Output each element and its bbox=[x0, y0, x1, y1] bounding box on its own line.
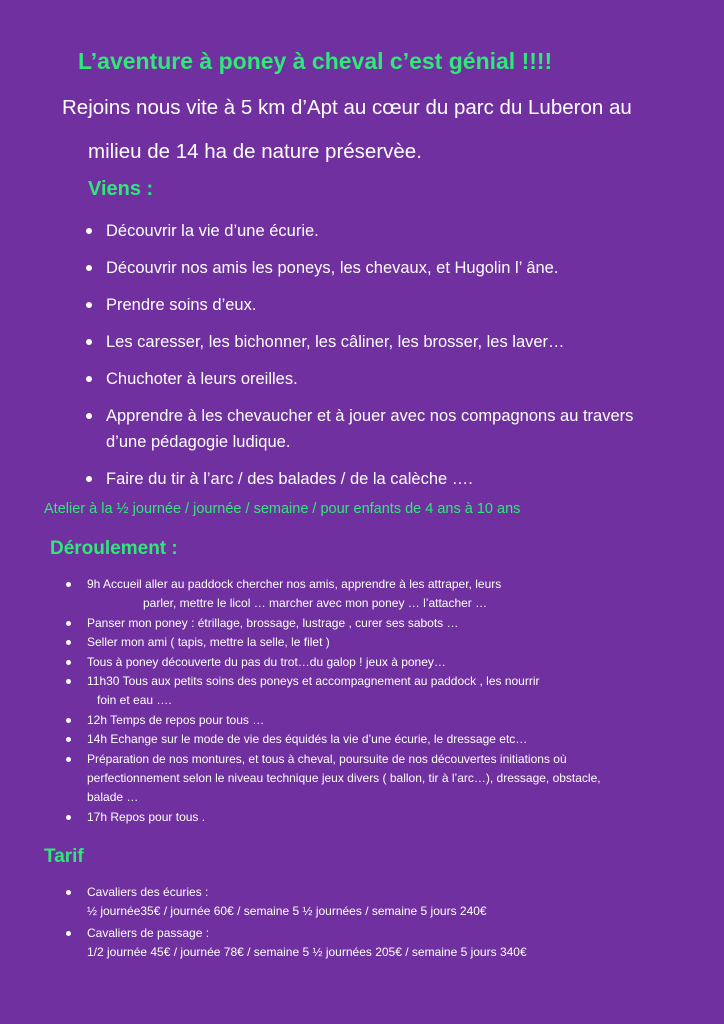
tarif-item-prices: 1/2 journée 45€ / journée 78€ / semaine 5 ½ journées 205€ / semaine 5 jours 340€ bbox=[87, 945, 527, 960]
deroulement-item-text: 17h Repos pour tous . bbox=[87, 809, 206, 824]
deroulement-item-text: 11h30 Tous aux petits soins des poneys et accompagnement au paddock , les nourrir bbox=[87, 674, 540, 689]
viens-item-text: Faire du tir à l’arc / des balades / de la calèche …. bbox=[106, 470, 473, 488]
viens-item bbox=[86, 403, 633, 455]
deroulement-item-text: Tous à poney découverte du pas du trot…du galop ! jeux à poney… bbox=[87, 654, 446, 669]
viens-item bbox=[86, 466, 633, 492]
deroulement-item bbox=[66, 730, 601, 749]
deroulement-item bbox=[66, 633, 601, 652]
deroulement-item bbox=[66, 808, 601, 827]
viens-item-text: Chuchoter à leurs oreilles. bbox=[106, 370, 298, 388]
viens-item-text: Les caresser, les bichonner, les câliner, les brosser, les laver… bbox=[106, 333, 565, 351]
viens-list bbox=[86, 218, 633, 492]
tarif-item-label: Cavaliers des écuries : bbox=[87, 885, 209, 899]
intro-line-2: milieu de 14 ha de nature préservèe. bbox=[88, 140, 422, 163]
deroulement-item-text: Seller mon ami ( tapis, mettre la selle, le filet ) bbox=[87, 635, 330, 650]
deroulement-item bbox=[66, 750, 601, 808]
viens-item-text: Découvrir nos amis les poneys, les chevaux, et Hugolin l’ âne. bbox=[106, 259, 559, 277]
viens-heading: Viens : bbox=[88, 178, 154, 200]
viens-item bbox=[86, 218, 633, 244]
deroulement-item bbox=[66, 711, 601, 730]
viens-item bbox=[86, 366, 633, 392]
deroulement-item-text: parler, mettre le licol … marcher avec mon poney … l’attacher … bbox=[143, 596, 488, 611]
deroulement-item-text: foin et eau …. bbox=[97, 693, 172, 708]
intro-line-1: Rejoins nous vite à 5 km d’Apt au cœur du parc du Luberon au bbox=[62, 96, 632, 119]
deroulement-item bbox=[66, 614, 601, 633]
viens-item-text: d’une pédagogie ludique. bbox=[106, 433, 291, 451]
deroulement-item-text: perfectionnement selon le niveau technique jeux divers ( ballon, tir à l’arc…), dressage, obstacle, bbox=[87, 771, 601, 786]
deroulement-heading: Déroulement : bbox=[50, 538, 178, 559]
deroulement-item-text: 12h Temps de repos pour tous … bbox=[87, 712, 265, 727]
deroulement-item-text: 14h Echange sur le mode de vie des équidés la vie d’une écurie, le dressage etc… bbox=[87, 732, 528, 747]
viens-item bbox=[86, 329, 633, 355]
deroulement-item-text: Panser mon poney : étrillage, brossage, lustrage , curer ses sabots … bbox=[87, 615, 459, 630]
viens-item-text: Prendre soins d’eux. bbox=[106, 296, 257, 314]
viens-item-text: Découvrir la vie d’une écurie. bbox=[106, 222, 319, 240]
tarif-list bbox=[66, 883, 527, 963]
viens-item-text: Apprendre à les chevaucher et à jouer avec nos compagnons au travers bbox=[106, 407, 634, 425]
deroulement-item bbox=[66, 672, 601, 711]
deroulement-item-text: balade … bbox=[87, 790, 139, 805]
deroulement-list bbox=[66, 575, 601, 827]
deroulement-item bbox=[66, 653, 601, 672]
viens-item bbox=[86, 292, 633, 318]
page-title: L’aventure à poney à cheval c’est génial !!!! bbox=[78, 48, 553, 74]
atelier-line: Atelier à la ½ journée / journée / semaine / pour enfants de 4 ans à 10 ans bbox=[44, 501, 521, 517]
viens-item bbox=[86, 255, 633, 281]
deroulement-item-text: Préparation de nos montures, et tous à cheval, poursuite de nos découvertes initiations où bbox=[87, 751, 567, 766]
tarif-item-label: Cavaliers de passage : bbox=[87, 925, 210, 940]
deroulement-item-text: 9h Accueil aller au paddock chercher nos amis, apprendre à les attraper, leurs bbox=[87, 577, 502, 591]
tarif-heading: Tarif bbox=[44, 846, 84, 867]
deroulement-item bbox=[66, 575, 601, 614]
tarif-item bbox=[66, 883, 527, 922]
tarif-item-prices: ½ journée35€ / journée 60€ / semaine 5 ½ journées / semaine 5 jours 240€ bbox=[87, 904, 487, 919]
tarif-item bbox=[66, 924, 527, 963]
